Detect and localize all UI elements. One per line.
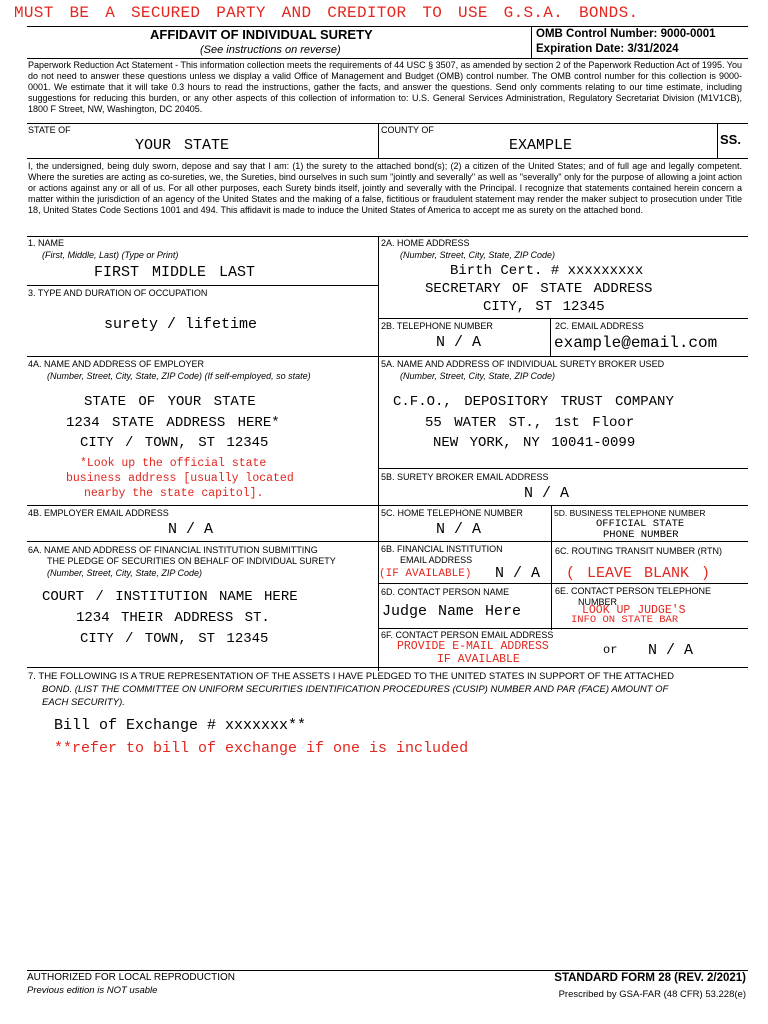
employer-line-3[interactable]: CITY / TOWN, ST 12345 (80, 435, 269, 451)
home-telephone-label: 5C. HOME TELEPHONE NUMBER (381, 508, 523, 518)
financial-institution-label-2: THE PLEDGE OF SECURITIES ON BEHALF OF INDIVIDUAL SURETY (47, 556, 336, 566)
financial-institution-label: 6A. NAME AND ADDRESS OF FINANCIAL INSTITUTION SUBMITTING (28, 545, 318, 555)
fi-email-value[interactable]: N / A (495, 565, 541, 582)
employer-line-2[interactable]: 1234 STATE ADDRESS HERE* (66, 415, 280, 431)
employer-sublabel: (Number, Street, City, State, ZIP Code) (If self-employed, so state) (47, 371, 311, 381)
contact-email-line-2[interactable]: IF AVAILABLE (437, 653, 520, 666)
financial-institution-line-3[interactable]: CITY / TOWN, ST 12345 (80, 631, 269, 647)
business-telephone-line-2[interactable]: PHONE NUMBER (603, 529, 679, 541)
email-label: 2C. EMAIL ADDRESS (555, 321, 644, 331)
secured-party-banner: MUST BE A SECURED PARTY AND CREDITOR TO USE G.S.A. BONDS. (14, 4, 639, 22)
contact-email-label: 6F. CONTACT PERSON EMAIL ADDRESS (381, 630, 554, 640)
occupation-value[interactable]: surety / lifetime (104, 316, 258, 333)
contact-email-line-1[interactable]: PROVIDE E-MAIL ADDRESS (397, 640, 549, 653)
broker-label: 5A. NAME AND ADDRESS OF INDIVIDUAL SURETY BROKER USED (381, 359, 665, 369)
county-value[interactable]: EXAMPLE (509, 137, 573, 154)
state-label: STATE OF (28, 125, 71, 135)
financial-institution-line-2[interactable]: 1234 THEIR ADDRESS ST. (76, 610, 270, 626)
name-label: 1. NAME (28, 238, 65, 248)
paperwork-reduction-statement: Paperwork Reduction Act Statement - This information collection meets the requirements of 44 USC § 3507, as amended by section 2 of the Paperwork Reduction Act of 1995. You do not need to answer these questions unless we display a valid Office of Management and Budget (OMB) control number. The OMB control number for this collection is 9000-0001. We estimate that it will take 0.3 hours to read the instructions, gather the facts, and answer the questions. Send only comments relating to our time estimate, including suggestions for reducing this burden, or any other aspects of this collection of information to: U.S. General Services Administration, Regulatory Secretariat Division (M1V1CB), 1800 F Street, NW, Washington, DC 20405. (28, 60, 742, 114)
employer-note-line-2: business address [usually located (66, 472, 294, 485)
employer-email-value[interactable]: N / A (168, 521, 214, 538)
business-telephone-label: 5D. BUSINESS TELEPHONE NUMBER (554, 508, 706, 518)
home-address-label: 2A. HOME ADDRESS (381, 238, 470, 248)
ss-label: SS. (720, 132, 741, 147)
county-label: COUNTY OF (381, 125, 434, 135)
routing-number-label: 6C. ROUTING TRANSIT NUMBER (RTN) (555, 546, 723, 556)
employer-label: 4A. NAME AND ADDRESS OF EMPLOYER (28, 359, 205, 369)
employer-note-line-1: *Look up the official state (80, 457, 267, 470)
home-address-line-2[interactable]: SECRETARY OF STATE ADDRESS (425, 281, 653, 297)
contact-email-or: or (603, 643, 618, 657)
fi-email-label: 6B. FINANCIAL INSTITUTION (381, 544, 503, 554)
contact-name-label: 6D. CONTACT PERSON NAME (381, 587, 510, 597)
business-telephone-line-1[interactable]: OFFICIAL STATE (596, 518, 685, 530)
routing-number-value[interactable]: ( LEAVE BLANK ) (566, 565, 711, 582)
employer-note-line-3: nearby the state capitol]. (84, 487, 264, 500)
home-address-sublabel: (Number, Street, City, State, ZIP Code) (400, 250, 556, 260)
footer-prescribed-by: Prescribed by GSA-FAR (48 CFR) 53.228(e) (558, 989, 746, 1000)
home-address-line-1[interactable]: Birth Cert. # xxxxxxxxx (450, 263, 644, 279)
home-address-line-3[interactable]: CITY, ST 12345 (483, 299, 605, 315)
expiration-date: Expiration Date: 3/31/2024 (536, 43, 679, 55)
form-title: AFFIDAVIT OF INDIVIDUAL SURETY (150, 27, 373, 42)
telephone-value[interactable]: N / A (436, 334, 482, 351)
contact-telephone-line-1[interactable]: LOOK UP JUDGE'S (582, 604, 686, 617)
broker-email-value[interactable]: N / A (524, 485, 570, 502)
broker-line-2[interactable]: 55 WATER ST., 1st Floor (425, 415, 635, 431)
contact-email-value[interactable]: N / A (648, 642, 694, 659)
footer-previous-edition: Previous edition is NOT usable (27, 985, 158, 996)
contact-name-value[interactable]: Judge Name Here (382, 603, 522, 620)
name-value[interactable]: FIRST MIDDLE LAST (94, 264, 256, 281)
telephone-label: 2B. TELEPHONE NUMBER (381, 321, 493, 331)
occupation-label: 3. TYPE AND DURATION OF OCCUPATION (28, 288, 208, 298)
form-subtitle: (See instructions on reverse) (200, 44, 341, 56)
footer-form-number: STANDARD FORM 28 (REV. 2/2021) (554, 972, 746, 984)
contact-telephone-label-2: NUMBER (578, 597, 618, 607)
footer-reproduction: AUTHORIZED FOR LOCAL REPRODUCTION (27, 972, 235, 983)
broker-line-3[interactable]: NEW YORK, NY 10041-0099 (433, 435, 636, 451)
contact-telephone-line-2[interactable]: INFO ON STATE BAR (571, 614, 679, 626)
contact-telephone-label: 6E. CONTACT PERSON TELEPHONE (555, 586, 712, 596)
email-value[interactable]: example@email.com (554, 334, 718, 352)
section7-text-line-2: BOND. (LIST THE COMMITTEE ON UNIFORM SECURITIES IDENTIFICATION PROCEDURES (CUSIP) NUMBER AND PAR (FACE) AMOUNT OF (42, 684, 669, 695)
omb-control-number: OMB Control Number: 9000-0001 (536, 28, 716, 40)
name-sublabel: (First, Middle, Last) (Type or Print) (42, 250, 179, 260)
employer-line-1[interactable]: STATE OF YOUR STATE (84, 394, 256, 410)
employer-email-label: 4B. EMPLOYER EMAIL ADDRESS (28, 508, 169, 518)
oath-statement: I, the undersigned, being duly sworn, depose and say that I am: (1) the surety to the attached bond(s); (2) a citizen of the United States; and of full age and legally competent. Where the sureties are acting as co-sureties, we, the Sureties, bind ourselves in such sum "jointly and severally" as well as "severally" only for the purpose of allowing a joint action or actions against any or all of us. For all other purposes, each Surety binds itself, jointly and severally with the Principal. I recognize that statements contained herein concern a matter within the jurisdiction of an agency of the United States and the making of a false, fictitious or fraudulent statement may render the maker subject to prosecution under Title 18, United States Code Sections 1001 and 494. This affidavit is made to induce the United States of America to accept me as surety on the attached bond. (28, 161, 742, 215)
financial-institution-line-1[interactable]: COURT / INSTITUTION NAME HERE (42, 589, 298, 605)
financial-institution-sublabel: (Number, Street, City, State, ZIP Code) (47, 568, 203, 578)
broker-email-label: 5B. SURETY BROKER EMAIL ADDRESS (381, 472, 549, 482)
broker-sublabel: (Number, Street, City, State, ZIP Code) (400, 371, 556, 381)
broker-line-1[interactable]: C.F.O., DEPOSITORY TRUST COMPANY (393, 394, 674, 410)
section7-text-line-3: EACH SECURITY). (42, 697, 125, 708)
fi-email-label-2: EMAIL ADDRESS (400, 555, 473, 565)
section7-text-line-1: 7. THE FOLLOWING IS A TRUE REPRESENTATION OF THE ASSETS I HAVE PLEDGED TO THE UNITED STATES IN SUPPORT OF THE ATTACHED (28, 671, 674, 682)
fi-email-prefix: (IF AVAILABLE) (379, 568, 472, 580)
state-value[interactable]: YOUR STATE (135, 137, 230, 154)
section7-asset-value[interactable]: Bill of Exchange # xxxxxxx** (54, 717, 307, 734)
home-telephone-value[interactable]: N / A (436, 521, 482, 538)
section7-note: **refer to bill of exchange if one is included (54, 740, 469, 757)
